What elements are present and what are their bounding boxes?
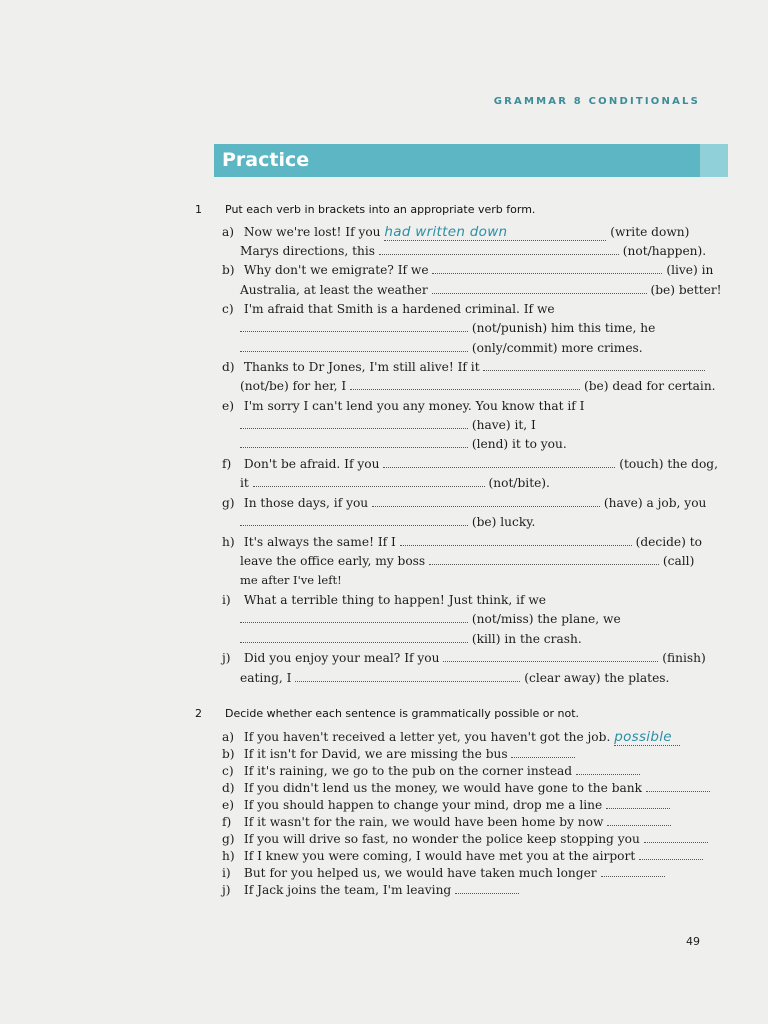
- item-text: If it wasn't for the rain, we would have been home by now: [243, 815, 604, 829]
- item-label: b): [222, 747, 235, 761]
- item-text: Marys directions, this: [240, 244, 376, 258]
- item-1c-line2: [240, 320, 655, 336]
- item-text: I'm afraid that Smith is a hardened criminal. If we: [243, 302, 555, 316]
- verb-hint: (finish): [662, 651, 706, 665]
- verb-hint: (not/punish) him this time, he: [471, 321, 656, 335]
- item-label: h): [222, 535, 235, 549]
- item-2h: [222, 848, 703, 864]
- item-text: If you haven't received a letter yet, you haven't got the job.: [243, 730, 611, 744]
- item-label: i): [222, 593, 231, 607]
- answer-blank[interactable]: [240, 436, 468, 448]
- item-label: j): [222, 883, 231, 897]
- verb-hint: (not/miss) the plane, we: [471, 612, 621, 626]
- answer-blank[interactable]: [483, 359, 705, 371]
- banner-corner: [700, 144, 728, 177]
- item-1a-line1: [222, 224, 689, 241]
- item-label: b): [222, 263, 235, 277]
- verb-hint: (be) dead for certain.: [584, 379, 716, 393]
- answer-blank[interactable]: [576, 763, 640, 775]
- answer-blank[interactable]: [253, 475, 485, 487]
- answer-blank[interactable]: [383, 456, 615, 468]
- item-1d-line2: [240, 378, 716, 394]
- item-label: c): [222, 302, 234, 316]
- answer-blank[interactable]: [646, 780, 710, 792]
- exercise-2-number: 2: [195, 707, 202, 720]
- verb-hint: (not/bite).: [488, 476, 550, 490]
- exercise-1-number: 1: [195, 203, 202, 216]
- verb-hint: (lend) it to you.: [471, 437, 567, 451]
- verb-hint: (live) in: [666, 263, 714, 277]
- item-label: e): [222, 399, 234, 413]
- item-2f: [222, 814, 671, 830]
- answer-blank[interactable]: [443, 650, 658, 662]
- answer-blank[interactable]: [432, 282, 647, 294]
- item-text: If it's raining, we go to the pub on the corner instead: [243, 764, 573, 778]
- answer-blank[interactable]: [639, 848, 703, 860]
- item-label: f): [222, 457, 232, 471]
- item-text: But for you helped us, we would have taken much longer: [243, 866, 597, 880]
- item-label: d): [222, 360, 235, 374]
- item-text: If Jack joins the team, I'm leaving: [243, 883, 452, 897]
- item-2i: [222, 865, 665, 881]
- answer-blank[interactable]: [240, 514, 468, 526]
- answer-blank[interactable]: [432, 262, 662, 274]
- item-text: me after I've left!: [240, 573, 342, 587]
- item-text: Australia, at least the weather: [240, 283, 428, 297]
- verb-hint: (only/commit) more crimes.: [471, 341, 643, 355]
- item-1f-line2: [240, 475, 550, 491]
- item-1e-line1: [222, 398, 584, 414]
- answer-blank[interactable]: [511, 746, 575, 758]
- item-label: i): [222, 866, 231, 880]
- answer-blank[interactable]: [240, 631, 468, 643]
- handwritten-answer: possible: [614, 729, 672, 745]
- item-text: it: [240, 476, 249, 490]
- answer-blank[interactable]: [429, 553, 659, 565]
- verb-hint: (be) lucky.: [471, 515, 536, 529]
- answer-blank[interactable]: [240, 340, 468, 352]
- item-text: If it isn't for David, we are missing the bus: [243, 747, 508, 761]
- practice-banner: [214, 144, 728, 177]
- item-1j-line2: [240, 670, 669, 686]
- section-header: GRAMMAR 8 CONDITIONALS: [493, 96, 700, 107]
- banner-title: Practice: [222, 149, 310, 171]
- item-1i-line3: [240, 631, 582, 647]
- verb-hint: (have) it, I: [471, 418, 536, 432]
- item-1c-line3: [240, 340, 643, 356]
- item-label: e): [222, 798, 234, 812]
- item-2g: [222, 831, 708, 847]
- item-text: Did you enjoy your meal? If you: [243, 651, 440, 665]
- answer-blank[interactable]: [372, 495, 600, 507]
- item-text: Don't be afraid. If you: [243, 457, 380, 471]
- verb-hint: (kill) in the crash.: [471, 632, 582, 646]
- answer-blank[interactable]: [240, 611, 468, 623]
- item-1f-line1: [222, 456, 718, 472]
- item-2j: [222, 882, 519, 898]
- item-2a: [222, 729, 680, 746]
- answer-blank[interactable]: [350, 378, 580, 390]
- item-label: a): [222, 225, 235, 239]
- item-2d: [222, 780, 710, 796]
- verb-hint: (clear away) the plates.: [524, 671, 670, 685]
- answer-blank[interactable]: [614, 729, 680, 746]
- item-1b-line2: [240, 282, 722, 298]
- item-label: f): [222, 815, 232, 829]
- item-text: Now we're lost! If you: [243, 225, 381, 239]
- exercise-1-instruction: Put each verb in brackets into an appropriate verb form.: [225, 203, 536, 216]
- item-label: g): [222, 832, 235, 846]
- answer-blank[interactable]: [400, 534, 632, 546]
- answer-blank[interactable]: [240, 417, 468, 429]
- verb-hint: (be) better!: [650, 283, 722, 297]
- item-1g-line2: [240, 514, 535, 530]
- item-1e-line2: [240, 417, 536, 433]
- item-label: a): [222, 730, 235, 744]
- item-text: leave the office early, my boss: [240, 554, 426, 568]
- item-1j-line1: [222, 650, 706, 666]
- item-label: h): [222, 849, 235, 863]
- answer-blank[interactable]: [455, 882, 519, 894]
- item-1e-line3: [240, 436, 567, 452]
- answer-blank[interactable]: [295, 670, 520, 682]
- item-1a-line2: [240, 243, 706, 259]
- item-text: If I knew you were coming, I would have met you at the airport: [243, 849, 636, 863]
- item-text: What a terrible thing to happen! Just think, if we: [243, 593, 547, 607]
- answer-blank[interactable]: [384, 224, 606, 241]
- item-1g-line1: [222, 495, 706, 511]
- item-text: It's always the same! If I: [243, 535, 396, 549]
- item-1i-line2: [240, 611, 621, 627]
- item-label: j): [222, 651, 231, 665]
- item-text: (not/be) for her, I: [240, 379, 347, 393]
- item-label: c): [222, 764, 234, 778]
- page-number: 49: [686, 935, 700, 948]
- verb-hint: (call): [662, 554, 695, 568]
- item-text: Thanks to Dr Jones, I'm still alive! If it: [243, 360, 480, 374]
- item-text: In those days, if you: [243, 496, 369, 510]
- item-text: If you didn't lend us the money, we would have gone to the bank: [243, 781, 643, 795]
- item-text: eating, I: [240, 671, 292, 685]
- item-2c: [222, 763, 640, 779]
- item-text: If you will drive so fast, no wonder the police keep stopping you: [243, 832, 640, 846]
- answer-blank[interactable]: [606, 797, 670, 809]
- answer-blank[interactable]: [644, 831, 708, 843]
- exercise-2-instruction: Decide whether each sentence is grammatically possible or not.: [225, 707, 580, 720]
- item-1h-line2: [240, 553, 694, 569]
- item-1h-line3: [240, 572, 342, 588]
- verb-hint: (write down): [610, 225, 690, 239]
- item-label: d): [222, 781, 235, 795]
- handwritten-answer: had written down: [384, 224, 508, 240]
- verb-hint: (decide) to: [635, 535, 702, 549]
- item-label: g): [222, 496, 235, 510]
- verb-hint: (not/happen).: [622, 244, 707, 258]
- item-2b: [222, 746, 575, 762]
- answer-blank[interactable]: [607, 814, 671, 826]
- item-1h-line1: [222, 534, 702, 550]
- answer-blank[interactable]: [240, 320, 468, 332]
- item-text: I'm sorry I can't lend you any money. You know that if I: [243, 399, 585, 413]
- verb-hint: (have) a job, you: [603, 496, 707, 510]
- item-text: If you should happen to change your mind, drop me a line: [243, 798, 603, 812]
- item-2e: [222, 797, 670, 813]
- item-1b-line1: [222, 262, 713, 278]
- item-text: Why don't we emigrate? If we: [243, 263, 429, 277]
- verb-hint: (touch) the dog,: [619, 457, 718, 471]
- item-1d-line1: [222, 359, 705, 375]
- item-1i-line1: [222, 592, 546, 608]
- answer-blank[interactable]: [379, 243, 619, 255]
- answer-blank[interactable]: [601, 865, 665, 877]
- item-1c-line1: [222, 301, 555, 317]
